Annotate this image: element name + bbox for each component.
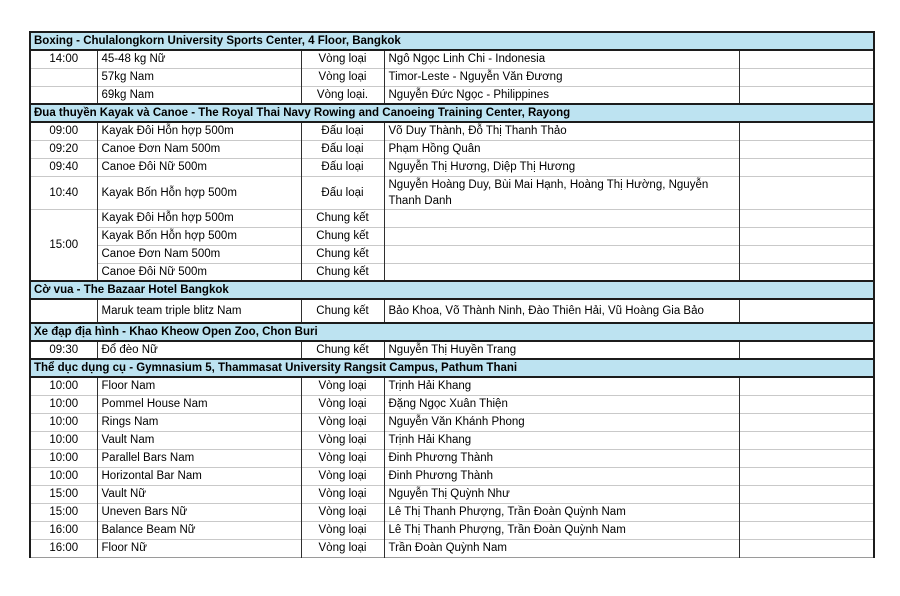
round-cell: Chung kết xyxy=(301,209,384,227)
note-cell xyxy=(739,176,874,209)
participants-cell: Nguyễn Đức Ngọc - Philippines xyxy=(384,86,739,104)
participants-cell: Nguyễn Hoàng Duy, Bùi Mai Hạnh, Hoàng Thị Hường, Nguyễn Thanh Danh xyxy=(384,176,739,209)
participants-cell: Đặng Ngọc Xuân Thiện xyxy=(384,395,739,413)
schedule-row xyxy=(30,485,874,503)
section-header-row xyxy=(30,281,874,299)
participants-cell: Lê Thị Thanh Phượng, Trần Đoàn Quỳnh Nam xyxy=(384,521,739,539)
schedule-row xyxy=(30,122,874,140)
schedule-row xyxy=(30,521,874,539)
note-cell xyxy=(739,485,874,503)
schedule-row xyxy=(30,158,874,176)
time-cell: 15:00 xyxy=(30,209,97,281)
section-header-row xyxy=(30,32,874,50)
event-cell: Uneven Bars Nữ xyxy=(97,503,301,521)
event-cell: Vault Nam xyxy=(97,431,301,449)
participants-cell: Timor-Leste - Nguyễn Văn Đương xyxy=(384,68,739,86)
time-cell: 10:00 xyxy=(30,449,97,467)
schedule-row xyxy=(30,395,874,413)
participants-cell: Nguyễn Thị Hương, Diệp Thị Hương xyxy=(384,158,739,176)
round-cell: Đấu loại xyxy=(301,122,384,140)
schedule-row xyxy=(30,86,874,104)
event-cell: Đổ đèo Nữ xyxy=(97,341,301,359)
event-cell: Floor Nam xyxy=(97,377,301,395)
time-cell: 10:00 xyxy=(30,431,97,449)
time-cell: 15:00 xyxy=(30,485,97,503)
section-title: Cờ vua - The Bazaar Hotel Bangkok xyxy=(30,281,874,299)
participants-cell: Bảo Khoa, Võ Thành Ninh, Đào Thiên Hải, Vũ Hoàng Gia Bảo xyxy=(384,299,739,323)
participants-cell: Võ Duy Thành, Đỗ Thị Thanh Thảo xyxy=(384,122,739,140)
note-cell xyxy=(739,209,874,227)
round-cell: Vòng loại xyxy=(301,467,384,485)
time-cell: 09:00 xyxy=(30,122,97,140)
participants-cell: Nguyễn Văn Khánh Phong xyxy=(384,413,739,431)
note-cell xyxy=(739,227,874,245)
round-cell: Chung kết xyxy=(301,341,384,359)
participants-cell: Phạm Hồng Quân xyxy=(384,140,739,158)
schedule-row xyxy=(30,299,874,323)
schedule-row xyxy=(30,227,874,245)
round-cell: Chung kết xyxy=(301,227,384,245)
round-cell: Vòng loại xyxy=(301,539,384,557)
note-cell xyxy=(739,68,874,86)
time-cell xyxy=(30,68,97,86)
time-cell: 15:00 xyxy=(30,503,97,521)
note-cell xyxy=(739,50,874,68)
participants-cell xyxy=(384,245,739,263)
round-cell: Vòng loại xyxy=(301,503,384,521)
time-cell: 10:00 xyxy=(30,467,97,485)
participants-cell: Trịnh Hải Khang xyxy=(384,431,739,449)
schedule-row xyxy=(30,245,874,263)
participants-cell xyxy=(384,209,739,227)
schedule-row xyxy=(30,176,874,209)
event-cell: Kayak Đôi Hỗn hợp 500m xyxy=(97,209,301,227)
round-cell: Vòng loại xyxy=(301,395,384,413)
event-cell: 69kg Nam xyxy=(97,86,301,104)
time-cell: 10:00 xyxy=(30,413,97,431)
note-cell xyxy=(739,158,874,176)
time-cell xyxy=(30,86,97,104)
round-cell: Đấu loại xyxy=(301,176,384,209)
schedule-table-body xyxy=(30,32,874,557)
schedule-row xyxy=(30,68,874,86)
section-header-row xyxy=(30,359,874,377)
round-cell: Vòng loại. xyxy=(301,86,384,104)
note-cell xyxy=(739,299,874,323)
section-title: Xe đạp địa hình - Khao Kheow Open Zoo, Chon Buri xyxy=(30,323,874,341)
event-cell: Maruk team triple blitz Nam xyxy=(97,299,301,323)
event-cell: Canoe Đôi Nữ 500m xyxy=(97,158,301,176)
time-cell: 09:40 xyxy=(30,158,97,176)
participants-cell: Nguyễn Thị Quỳnh Như xyxy=(384,485,739,503)
schedule-row xyxy=(30,431,874,449)
event-cell: 57kg Nam xyxy=(97,68,301,86)
participants-cell: Trịnh Hải Khang xyxy=(384,377,739,395)
note-cell xyxy=(739,395,874,413)
participants-cell: Trần Đoàn Quỳnh Nam xyxy=(384,539,739,557)
event-cell: Rings Nam xyxy=(97,413,301,431)
round-cell: Chung kết xyxy=(301,245,384,263)
note-cell xyxy=(739,449,874,467)
round-cell: Vòng loại xyxy=(301,485,384,503)
participants-cell xyxy=(384,227,739,245)
time-cell xyxy=(30,299,97,323)
time-cell: 10:00 xyxy=(30,377,97,395)
round-cell: Vòng loại xyxy=(301,449,384,467)
event-cell: Kayak Bốn Hỗn hợp 500m xyxy=(97,227,301,245)
section-header-row xyxy=(30,104,874,122)
participants-cell: Đinh Phương Thành xyxy=(384,467,739,485)
time-cell: 14:00 xyxy=(30,50,97,68)
participants-cell: Đinh Phương Thành xyxy=(384,449,739,467)
event-cell: Parallel Bars Nam xyxy=(97,449,301,467)
note-cell xyxy=(739,122,874,140)
note-cell xyxy=(739,377,874,395)
event-cell: Horizontal Bar Nam xyxy=(97,467,301,485)
round-cell: Đấu loại xyxy=(301,140,384,158)
note-cell xyxy=(739,467,874,485)
participants-cell: Nguyễn Thị Huyền Trang xyxy=(384,341,739,359)
section-header-row xyxy=(30,323,874,341)
time-cell: 16:00 xyxy=(30,521,97,539)
round-cell: Vòng loại xyxy=(301,521,384,539)
event-cell: Kayak Bốn Hỗn hợp 500m xyxy=(97,176,301,209)
event-cell: Pommel House Nam xyxy=(97,395,301,413)
round-cell: Chung kết xyxy=(301,299,384,323)
time-cell: 16:00 xyxy=(30,539,97,557)
note-cell xyxy=(739,431,874,449)
note-cell xyxy=(739,341,874,359)
schedule-row xyxy=(30,341,874,359)
event-cell: Vault Nữ xyxy=(97,485,301,503)
schedule-row xyxy=(30,377,874,395)
note-cell xyxy=(739,263,874,281)
participants-cell: Lê Thị Thanh Phượng, Trần Đoàn Quỳnh Nam xyxy=(384,503,739,521)
note-cell xyxy=(739,413,874,431)
event-cell: Floor Nữ xyxy=(97,539,301,557)
event-cell: Canoe Đơn Nam 500m xyxy=(97,140,301,158)
participants-cell xyxy=(384,263,739,281)
note-cell xyxy=(739,521,874,539)
schedule-row xyxy=(30,209,874,227)
round-cell: Vòng loại xyxy=(301,50,384,68)
time-cell: 09:20 xyxy=(30,140,97,158)
time-cell: 10:40 xyxy=(30,176,97,209)
event-cell: Balance Beam Nữ xyxy=(97,521,301,539)
schedule-row xyxy=(30,140,874,158)
schedule-row xyxy=(30,50,874,68)
note-cell xyxy=(739,503,874,521)
section-title: Boxing - Chulalongkorn University Sports Center, 4 Floor, Bangkok xyxy=(30,32,874,50)
schedule-row xyxy=(30,449,874,467)
round-cell: Đấu loại xyxy=(301,158,384,176)
section-title: Thể dục dụng cụ - Gymnasium 5, Thammasat University Rangsit Campus, Pathum Thani xyxy=(30,359,874,377)
note-cell xyxy=(739,86,874,104)
event-cell: Canoe Đôi Nữ 500m xyxy=(97,263,301,281)
schedule-row xyxy=(30,539,874,557)
schedule-row xyxy=(30,467,874,485)
event-cell: Canoe Đơn Nam 500m xyxy=(97,245,301,263)
round-cell: Vòng loại xyxy=(301,413,384,431)
round-cell: Chung kết xyxy=(301,263,384,281)
note-cell xyxy=(739,539,874,557)
schedule-row xyxy=(30,263,874,281)
schedule-row xyxy=(30,413,874,431)
event-cell: Kayak Đôi Hỗn hợp 500m xyxy=(97,122,301,140)
schedule-row xyxy=(30,503,874,521)
schedule-table xyxy=(29,31,875,558)
time-cell: 10:00 xyxy=(30,395,97,413)
section-title: Đua thuyền Kayak và Canoe - The Royal Thai Navy Rowing and Canoeing Training Center, Rayong xyxy=(30,104,874,122)
participants-cell: Ngô Ngọc Linh Chi - Indonesia xyxy=(384,50,739,68)
round-cell: Vòng loại xyxy=(301,377,384,395)
round-cell: Vòng loại xyxy=(301,431,384,449)
note-cell xyxy=(739,140,874,158)
note-cell xyxy=(739,245,874,263)
time-cell: 09:30 xyxy=(30,341,97,359)
round-cell: Vòng loại xyxy=(301,68,384,86)
event-cell: 45-48 kg Nữ xyxy=(97,50,301,68)
